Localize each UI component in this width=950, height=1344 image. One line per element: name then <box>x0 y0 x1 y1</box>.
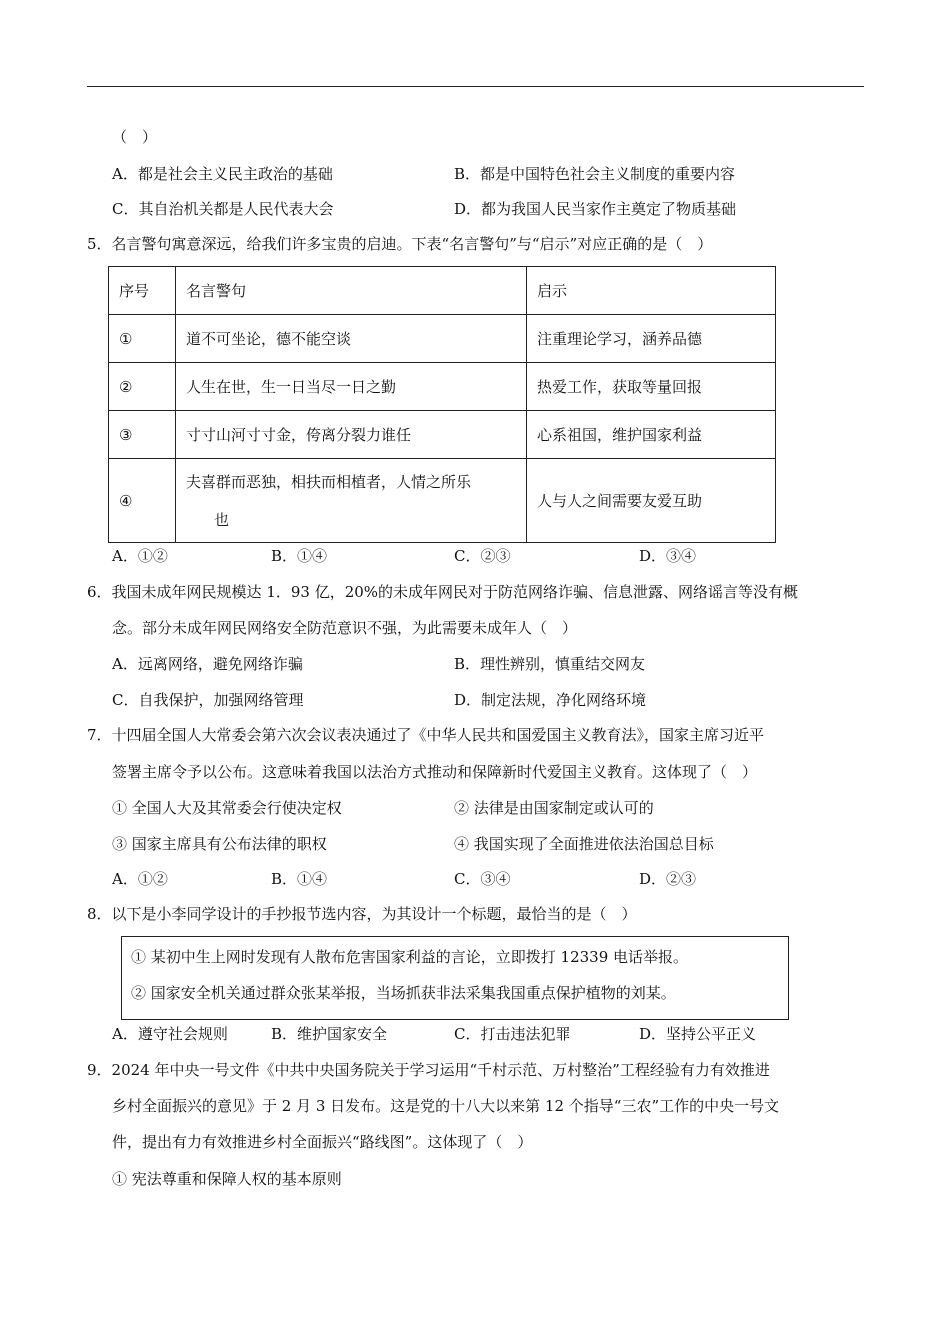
q9-statement-1: ① 宪法尊重和保障人权的基本原则 <box>112 1170 342 1188</box>
q6-option-a: A．远离网络，避免网络诈骗 <box>112 655 303 673</box>
q9-stem-line3: 件，提出有力有效推进乡村全面振兴“路线图”。这体现了（ ） <box>112 1133 533 1151</box>
row-insight: 注重理论学习，涵养品德 <box>527 315 776 363</box>
newspaper-excerpt-box <box>121 936 789 1020</box>
q5-option-b: B．①④ <box>271 547 328 565</box>
table-header-cell: 序号 <box>109 267 176 315</box>
q5-option-d: D．③④ <box>639 547 697 565</box>
row-quote <box>176 459 527 543</box>
table-row <box>109 363 776 411</box>
q9-stem-line1: 9．2024 年中央一号文件《中共中央国务院关于学习运用“千村示范、万村整治”工程经验有力有效推进 <box>87 1061 770 1079</box>
q4-option-c: C．其自治机关都是人民代表大会 <box>112 200 334 218</box>
row-quote: 人生在世，生一日当尽一日之勤 <box>176 363 527 411</box>
q8-option-b: B．维护国家安全 <box>271 1025 388 1043</box>
excerpt-line-1: ① 某初中生上网时发现有人散布危害国家利益的言论，立即拨打 12339 电话举报。 <box>131 948 689 966</box>
q6-option-d: D．制定法规，净化网络环境 <box>454 691 647 709</box>
row-number: ④ <box>109 459 176 543</box>
table-row <box>109 315 776 363</box>
quotes-table <box>108 266 776 543</box>
q7-statement-4: ④ 我国实现了全面推进依法治国总目标 <box>454 835 714 853</box>
q7-statement-3: ③ 国家主席具有公布法律的职权 <box>112 835 327 853</box>
q8-stem: 8．以下是小李同学设计的手抄报节选内容，为其设计一个标题，最恰当的是（ ） <box>87 905 637 923</box>
q7-statement-1: ① 全国人大及其常委会行使决定权 <box>112 799 342 817</box>
q8-option-c: C．打击违法犯罪 <box>454 1025 571 1043</box>
row-number: ② <box>109 363 176 411</box>
q8-option-d: D．坚持公平正义 <box>639 1025 757 1043</box>
q4-option-d: D．都为我国人民当家作主奠定了物质基础 <box>454 200 737 218</box>
row-insight: 心系祖国，维护国家利益 <box>527 411 776 459</box>
header-rule <box>87 86 864 87</box>
table-row <box>109 411 776 459</box>
q4-answer-paren: （ ） <box>112 128 158 146</box>
row-number: ① <box>109 315 176 363</box>
q8-option-a: A．遵守社会规则 <box>112 1025 228 1043</box>
q6-option-c: C．自我保护，加强网络管理 <box>112 691 304 709</box>
row-quote-line2: 也 <box>214 510 230 529</box>
q4-option-a: A．都是社会主义民主政治的基础 <box>112 165 333 183</box>
q4-option-b: B．都是中国特色社会主义制度的重要内容 <box>454 165 736 183</box>
row-quote: 道不可坐论，德不能空谈 <box>176 315 527 363</box>
q7-option-b: B．①④ <box>271 870 328 888</box>
row-insight: 热爱工作，获取等量回报 <box>527 363 776 411</box>
q7-option-d: D．②③ <box>639 870 697 888</box>
q6-stem-line1: 6．我国未成年网民规模达 1．93 亿，20%的未成年网民对于防范网络诈骗、信息泄露、网络谣言等没有概 <box>87 583 799 601</box>
table-header-cell: 启示 <box>527 267 776 315</box>
q7-statement-2: ② 法律是由国家制定或认可的 <box>454 799 654 817</box>
table-header-row <box>109 267 776 315</box>
row-insight: 人与人之间需要友爱互助 <box>527 459 776 543</box>
q5-stem: 5．名言警句寓意深远，给我们许多宝贵的启迪。下表“名言警句”与“启示”对应正确的是（ ） <box>87 235 713 253</box>
row-quote-line1: 夫喜群而恶独，相扶而相植者，人情之所乐 <box>186 472 472 491</box>
q6-option-b: B．理性辨别，慎重结交网友 <box>454 655 646 673</box>
excerpt-line-2: ② 国家安全机关通过群众张某举报，当场抓获非法采集我国重点保护植物的刘某。 <box>131 984 676 1002</box>
q7-option-a: A．①② <box>112 870 168 888</box>
q9-stem-line2: 乡村全面振兴的意见》于 2 月 3 日发布。这是党的十八大以来第 12 个指导“三农”工作的中央一号文 <box>112 1097 780 1115</box>
q6-stem-line2: 念。部分未成年网民网络安全防范意识不强，为此需要未成年人（ ） <box>112 619 578 637</box>
q5-option-a: A．①② <box>112 547 168 565</box>
q5-option-c: C．②③ <box>454 547 511 565</box>
row-quote: 寸寸山河寸寸金，侉离分裂力谁任 <box>176 411 527 459</box>
q7-stem-line2: 签署主席令予以公布。这意味着我国以法治方式推动和保障新时代爱国主义教育。这体现了（ ） <box>112 763 758 781</box>
q7-stem-line1: 7．十四届全国人大常委会第六次会议表决通过了《中华人民共和国爱国主义教育法》，国家主席习近平 <box>87 726 765 744</box>
table-row <box>109 459 776 543</box>
table-header-cell: 名言警句 <box>176 267 527 315</box>
q7-option-c: C．③④ <box>454 870 511 888</box>
row-number: ③ <box>109 411 176 459</box>
